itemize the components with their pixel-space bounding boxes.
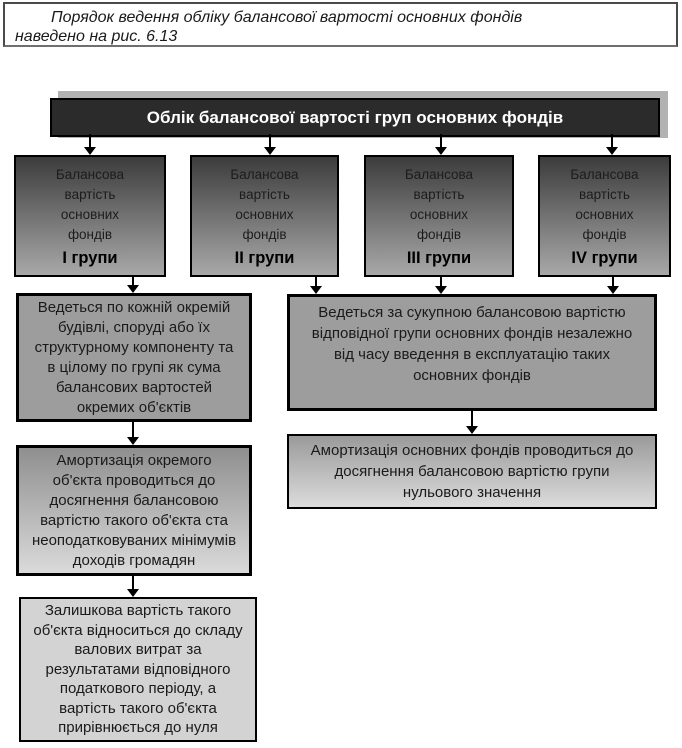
- group-box-3-line: Балансова: [404, 167, 474, 182]
- left-flow-box-2: Амортизація окремого об'єкта проводиться до досягнення балансовою вартістю такого об'єкта ста неоподатковуваних мінімумів доходів громадян: [16, 445, 252, 576]
- group-box-1-line: фондів: [67, 227, 113, 242]
- right-flow-box-1: Ведеться за сукупною балансовою вартістю відповідної групи основних фондів незалежно від часу введення в експлуатацію таких основних фондів: [287, 294, 657, 411]
- group-box-1-label: I групи: [62, 249, 118, 267]
- arrow-down-connector: [435, 134, 447, 155]
- left-flow-box-1: Ведеться по кожній окремій будівлі, споруді або їх структурному компоненту та в цілому по групі як сума балансових вартостей окремих об'єктів: [16, 293, 252, 422]
- arrow-down-connector: [127, 422, 139, 445]
- diagram-header: [50, 98, 660, 137]
- arrow-down-connector: [607, 277, 619, 294]
- group-box-2-line: вартість: [239, 187, 290, 202]
- arrow-down-connector: [606, 134, 618, 155]
- group-box-3-line: фондів: [416, 227, 462, 242]
- group-box-1: [14, 155, 166, 277]
- group-box-3-line: вартість: [413, 187, 465, 202]
- left-flow-box-3: Залишкова вартість такого об'єкта відноситься до складу валових витрат за результатами відповідного податкового періоду, а вартість такого об'єкта прирівнюється до нуля: [19, 597, 257, 742]
- group-box-4-label: IV групи: [571, 249, 638, 267]
- arrow-down-connector: [127, 576, 139, 597]
- arrow-down-connector: [127, 277, 139, 293]
- arrow-down-connector: [466, 411, 478, 434]
- group-box-4-line: основних: [575, 207, 634, 222]
- group-box-4-line: вартість: [579, 187, 630, 202]
- group-box-1-line: Балансова: [55, 167, 125, 182]
- group-box-4-line: фондів: [582, 227, 627, 242]
- arrow-down-connector: [310, 277, 322, 294]
- group-box-2: [190, 155, 339, 277]
- arrow-down-connector: [435, 277, 447, 294]
- arrow-down-connector: [84, 134, 96, 155]
- diagram-header-title: Облік балансової вартості груп основних фондів: [146, 108, 564, 127]
- group-box-1-line: вартість: [64, 187, 116, 202]
- group-box-4-line: Балансова: [570, 167, 639, 182]
- group-box-2-line: основних: [235, 207, 294, 222]
- group-box-2-line: фондів: [242, 227, 287, 242]
- group-box-4: [538, 155, 671, 277]
- group-box-2-line: Балансова: [230, 167, 299, 182]
- arrow-down-connector: [264, 134, 276, 155]
- intro-text-line-1: Порядок ведення обліку балансової вартості основних фондів: [51, 9, 523, 26]
- intro-box: [3, 2, 678, 47]
- intro-text-line-2: наведено на рис. 6.13: [15, 28, 178, 45]
- group-box-3-line: основних: [409, 207, 469, 222]
- group-box-2-label: II групи: [234, 249, 295, 267]
- group-box-3: [364, 155, 514, 277]
- group-box-1-line: основних: [60, 207, 120, 222]
- right-flow-box-2: Амортизація основних фондів проводиться до досягнення балансовою вартістю групи нульового значення: [287, 434, 657, 509]
- group-box-3-label: III групи: [406, 249, 472, 267]
